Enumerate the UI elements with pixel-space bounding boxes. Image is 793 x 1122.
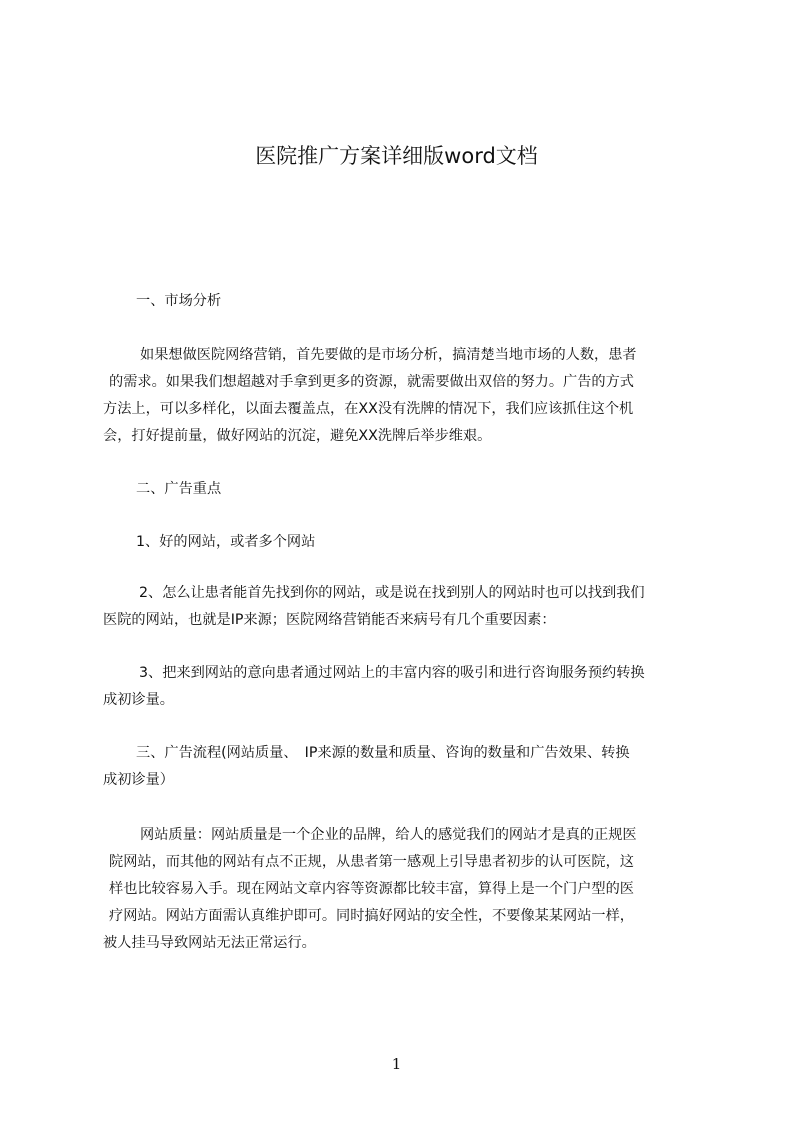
- section-1-paragraph-line: 如果想做医院网络营销，首先要做的是市场分析，搞清楚当地市场的人数，患者: [140, 347, 637, 363]
- section-2-item-2-line: 医院的网站，也就是IP来源；医院网络营销能否来病号有几个重要因素：: [103, 612, 556, 628]
- section-2-item-1: 1、好的网站，或者多个网站: [136, 534, 316, 550]
- section-3-paragraph-line: 院网站，而其他的网站有点不正规，从患者第一感观上引导患者初步的认可医院，这: [109, 854, 634, 870]
- section-1-paragraph-line: 会，打好提前量，做好网站的沉淀，避免XX洗牌后举步维艰。: [103, 428, 492, 444]
- section-3-heading-line: 三、广告流程(网站质量、 IP来源的数量和质量、咨询的数量和广告效果、转换: [136, 745, 630, 761]
- section-1-heading: 一、市场分析: [136, 293, 222, 309]
- document-title: 医院推广方案详细版word文档: [255, 144, 538, 168]
- section-2-item-3-line: 3、把来到网站的意向患者通过网站上的丰富内容的吸引和进行咨询服务预约转换: [139, 665, 645, 681]
- section-3-heading-line: 成初诊量）: [103, 772, 174, 788]
- page-number: 1: [391, 1055, 402, 1073]
- section-2-item-3-line: 成初诊量。: [103, 692, 174, 708]
- section-1-paragraph-line: 的需求。如果我们想超越对手拿到更多的资源，就需要做出双倍的努力。广告的方式: [109, 374, 634, 390]
- section-3-paragraph-line: 疗网站。网站方面需认真维护即可。同时搞好网站的安全性，不要像某某网站一样，: [109, 908, 634, 924]
- section-3-paragraph-line: 网站质量：网站质量是一个企业的品牌，给人的感觉我们的网站才是真的正规医: [140, 827, 637, 843]
- section-3-paragraph-line: 被人挂马导致网站无法正常运行。: [103, 935, 316, 951]
- section-2-item-2-line: 2、怎么让患者能首先找到你的网站，或是说在找到别人的网站时也可以找到我们: [139, 585, 645, 601]
- section-1-paragraph-line: 方法上，可以多样化，以面去覆盖点，在XX没有洗牌的情况下，我们应该抓住这个机: [103, 401, 634, 417]
- section-2-heading: 二、广告重点: [136, 481, 222, 497]
- section-3-paragraph-line: 样也比较容易入手。现在网站文章内容等资源都比较丰富，算得上是一个门户型的医: [109, 881, 634, 897]
